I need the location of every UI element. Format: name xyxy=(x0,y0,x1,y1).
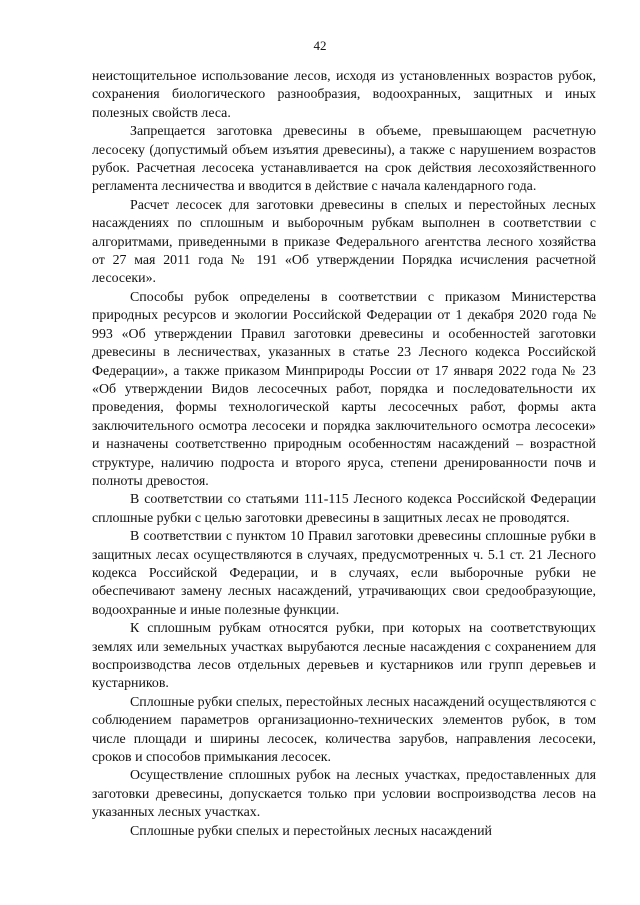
paragraph-3: Расчет лесосек для заготовки древесины в спелых и перестойных лесных насаждениях по сплошным и выборочным рубкам выполнен в соответствии с алгоритмами, приведенными в приказе Федерального агентства лесного хозяйства от 27 мая 2011 года № 191 «Об утверждении Порядка исчисления расчетной лесосеки». xyxy=(92,197,596,287)
paragraph-7: К сплошным рубкам относятся рубки, при которых на соответствующих землях или земельных участках вырубаются лесные насаждения с сохранением для воспроизводства лесов отдельных деревьев и кустарников или групп деревьев и кустарников. xyxy=(92,621,596,692)
paragraph-8: Сплошные рубки спелых, перестойных лесных насаждений осуществляются с соблюдением параметров организационно-технических элементов рубок, в том числе площади и ширины лесосек, количества зарубов, направления лесосеки, сроков и способов примыкания лесосек. xyxy=(92,694,596,766)
paragraph-1: неистощительное использование лесов, исходя из установленных возрастов рубок, сохранения биологического разнообразия, водоохранных, защитных и иных полезных свойств леса. xyxy=(92,69,596,121)
paragraph-2: Запрещается заготовка древесины в объеме, превышающем расчетную лесосеку (допустимый объем изъятия древесины), а также с нарушением возрастов рубок. Расчетная лесосека устанавливается на срок действия лесохозяйственного регламента лесничества и вводится в действие с начала календарного года. xyxy=(92,124,596,195)
paragraph-6: В соответствии с пунктом 10 Правил заготовки древесины сплошные рубки в защитных лесах осуществляются в случаях, предусмотренных ч. 5.1 ст. 21 Лесного кодекса Российской Федерации, и в случаях, если выборочные рубки не обеспечивают замену лесных насаждений, утрачивающих свои средообразующие, водоохранные и иные полезные функции. xyxy=(92,529,596,618)
body-text xyxy=(92,68,596,841)
paragraph-10: Сплошные рубки спелых и перестойных лесных насаждений xyxy=(130,823,492,839)
paragraph-9: Осуществление сплошных рубок на лесных участках, предоставленных для заготовки древесины, допускается только при условии воспроизводства лесов на указанных лесных участках. xyxy=(92,768,596,821)
paragraph-5: В соответствии со статьями 111-115 Лесного кодекса Российской Федерации сплошные рубки с целью заготовки древесины в защитных лесах не проводятся. xyxy=(92,492,596,526)
page-number: 42 xyxy=(313,38,327,53)
paragraph-4: Способы рубок определены в соответствии с приказом Министерства природных ресурсов и экологии Российской Федерации от 1 декабря 2020 года № 993 «Об утверждении Правил заготовки древесины и особенностей заготовки древесины в лесничествах, указанных в статье 23 Лесного кодекса Российской Федерации», а также приказом Минприроды России от 17 января 2022 года № 23 «Об утверждении Видов лесосечных работ, порядка и последовательности их проведения, формы технологической карты лесосечных работ, формы акта заключительного осмотра лесосеки и порядка заключительного осмотра лесосеки» и назначены соответственно природным особенностям насаждений – возрастной структуре, наличию подроста и второго яруса, степени дренированности почв и полноты древостоя. xyxy=(92,289,596,489)
